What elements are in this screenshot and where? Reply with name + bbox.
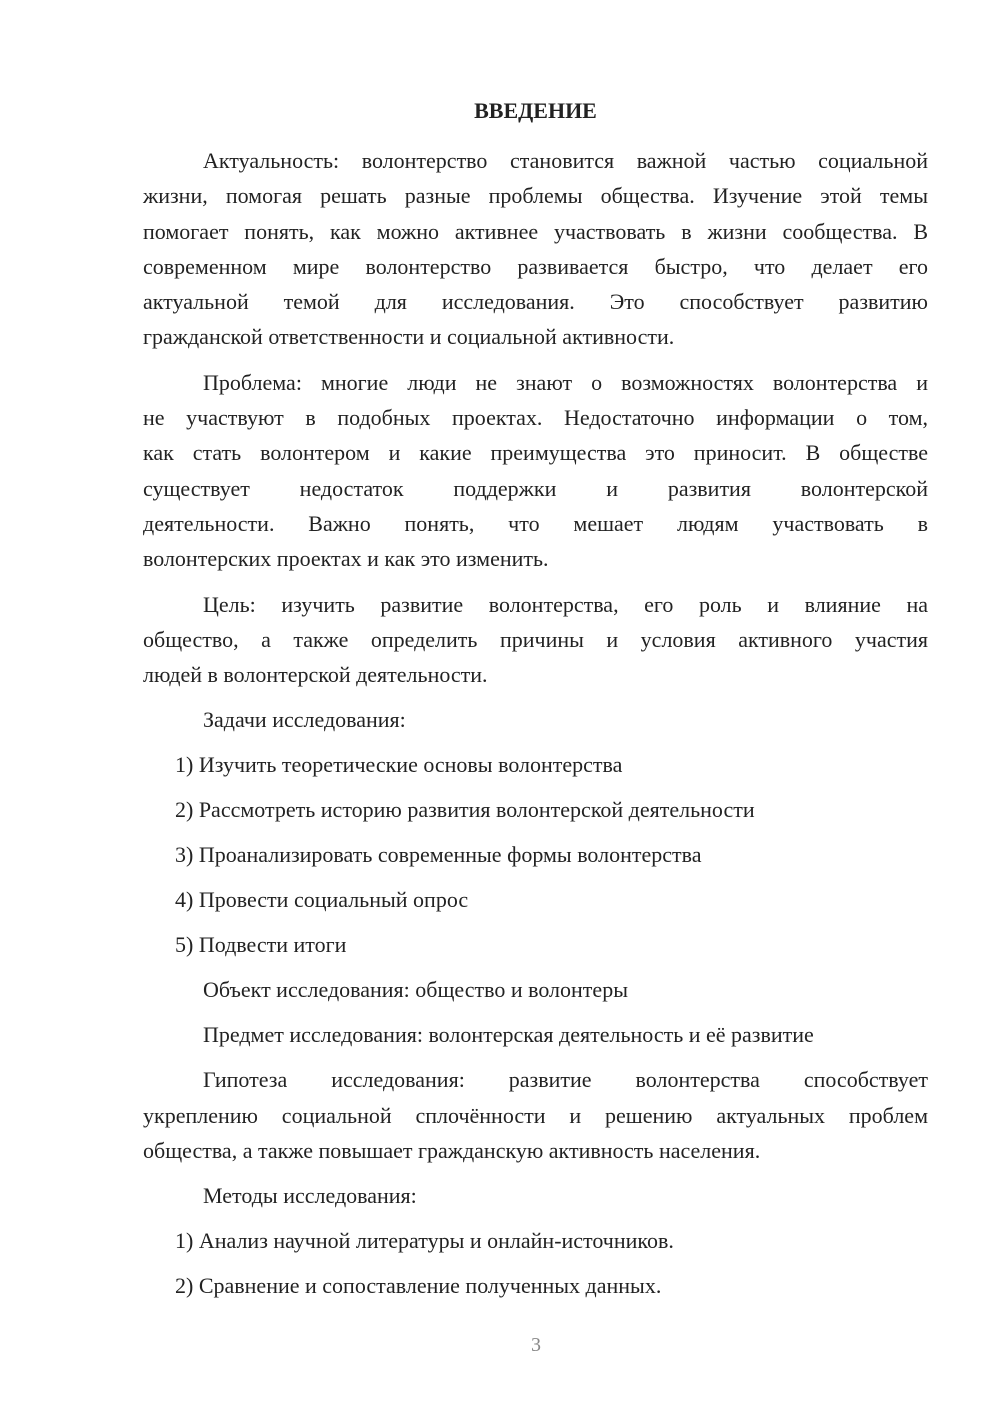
paragraph-line: Проблема: многие люди не знают о возможностях волонтерства и	[203, 369, 928, 395]
paragraph-goal	[143, 587, 928, 693]
paragraph-line: существует недостаток поддержки и развития волонтерской	[143, 475, 928, 501]
research-subject: Предмет исследования: волонтерская деятельность и её развитие	[203, 1022, 814, 1048]
paragraph-problem	[143, 365, 928, 577]
paragraph-line: помогает понять, как можно активнее участвовать в жизни сообщества. В	[143, 218, 928, 244]
methods-heading: Методы исследования:	[203, 1183, 417, 1209]
research-object: Объект исследования: общество и волонтеры	[203, 977, 628, 1003]
page-number: 3	[531, 1334, 541, 1356]
paragraph-line: волонтерских проектах и как это изменить.	[143, 546, 549, 572]
document-page	[143, 93, 928, 1313]
paragraph-line: жизни, помогая решать разные проблемы общества. Изучение этой темы	[143, 183, 928, 209]
task-item: 3) Проанализировать современные формы волонтерства	[175, 842, 702, 868]
paragraph-line: как стать волонтером и какие преимущества это приносит. В обществе	[143, 440, 928, 466]
paragraph-line: Гипотеза исследования: развитие волонтерства способствует	[203, 1067, 928, 1093]
paragraph-line: Актуальность: волонтерство становится важной частью социальной	[203, 148, 928, 173]
paragraph-line: людей в волонтерской деятельности.	[143, 662, 488, 688]
paragraph-line: деятельности. Важно понять, что мешает людям участвовать в	[143, 510, 928, 536]
paragraph-line: Цель: изучить развитие волонтерства, его роль и влияние на	[203, 591, 928, 617]
method-item: 1) Анализ научной литературы и онлайн-источников.	[175, 1228, 674, 1254]
paragraph-hypothesis	[143, 1062, 928, 1168]
paragraph-line: общества, а также повышает гражданскую активность населения.	[143, 1138, 761, 1164]
paragraph-line: современном мире волонтерство развивается быстро, что делает его	[143, 253, 928, 279]
paragraph-relevance	[143, 143, 928, 355]
section-title: ВВЕДЕНИЕ	[474, 98, 597, 123]
paragraph-line: актуальной темой для исследования. Это способствует развитию	[143, 289, 928, 315]
tasks-heading: Задачи исследования:	[203, 707, 406, 733]
task-item: 4) Провести социальный опрос	[175, 887, 469, 913]
task-item: 5) Подвести итоги	[175, 932, 347, 958]
task-item: 2) Рассмотреть историю развития волонтерской деятельности	[175, 797, 755, 823]
method-item: 2) Сравнение и сопоставление полученных данных.	[175, 1273, 662, 1299]
paragraph-line: укреплению социальной сплочённости и решению актуальных проблем	[143, 1102, 928, 1128]
paragraph-line: общество, а также определить причины и условия активного участия	[143, 626, 928, 652]
task-item: 1) Изучить теоретические основы волонтерства	[175, 752, 623, 778]
paragraph-line: не участвуют в подобных проектах. Недостаточно информации о том,	[143, 405, 928, 431]
paragraph-line: гражданской ответственности и социальной активности.	[143, 324, 675, 350]
